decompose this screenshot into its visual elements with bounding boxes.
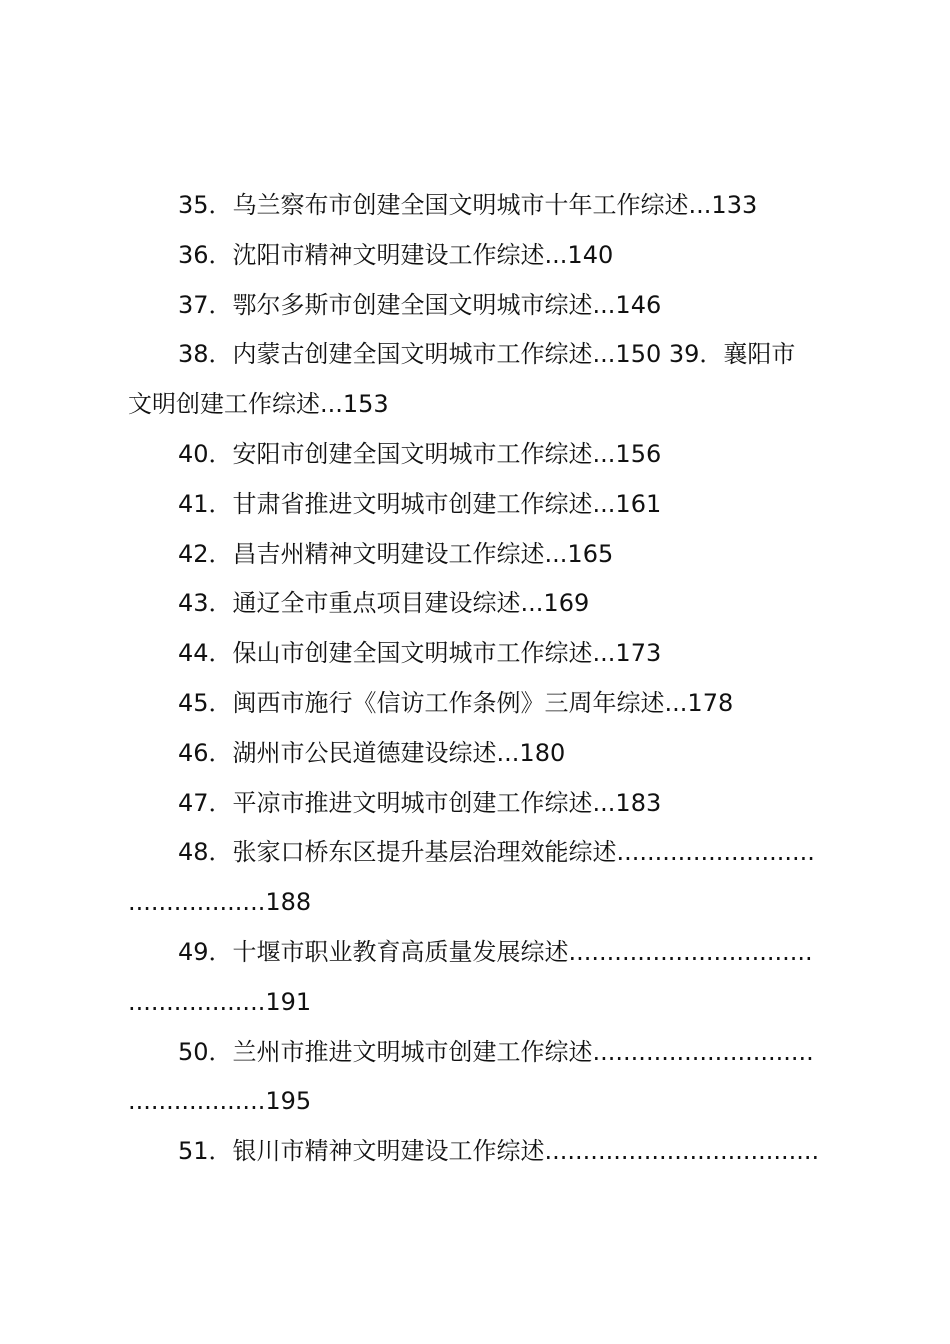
toc-entry-38-39: 38．内蒙古创建全国文明城市工作综述...150 39．襄阳市 — [178, 340, 796, 369]
toc-entry-40: 40．安阳市创建全国文明城市工作综述...156 — [178, 439, 662, 468]
toc-entry-39-continued: 文明创建工作综述...153 — [128, 390, 389, 419]
toc-entry-44: 44．保山市创建全国文明城市工作综述...173 — [178, 639, 662, 668]
toc-entry-50-continued: ..................195 — [128, 1087, 312, 1116]
toc-entry-48: 48．张家口桥东区提升基层治理效能综述.......................... — [178, 838, 815, 867]
toc-entry-42: 42．昌吉州精神文明建设工作综述...165 — [178, 539, 614, 568]
toc-entry-49: 49．十堰市职业教育高质量发展综述................................ — [178, 937, 813, 966]
toc-entry-35: 35．乌兰察布市创建全国文明城市十年工作综述...133 — [178, 191, 758, 219]
toc-entry-36: 36．沈阳市精神文明建设工作综述...140 — [178, 240, 614, 269]
toc-entry-47: 47．平凉市推进文明城市创建工作综述...183 — [178, 788, 662, 817]
table-of-contents — [128, 181, 832, 1177]
toc-entry-50: 50．兰州市推进文明城市创建工作综述............................. — [178, 1037, 814, 1066]
toc-entry-51: 51．银川市精神文明建设工作综述.................................... — [178, 1137, 820, 1166]
toc-entry-48-continued: ..................188 — [128, 888, 312, 917]
toc-entry-37: 37．鄂尔多斯市创建全国文明城市综述...146 — [178, 290, 662, 319]
toc-entry-49-continued: ..................191 — [128, 987, 312, 1016]
toc-entry-45: 45．闽西市施行《信访工作条例》三周年综述...178 — [178, 688, 734, 717]
toc-entry-46: 46．湖州市公民道德建设综述...180 — [178, 738, 566, 767]
toc-entry-41: 41．甘肃省推进文明城市创建工作综述...161 — [178, 489, 662, 518]
toc-entry-43: 43．通辽全市重点项目建设综述...169 — [178, 589, 590, 618]
